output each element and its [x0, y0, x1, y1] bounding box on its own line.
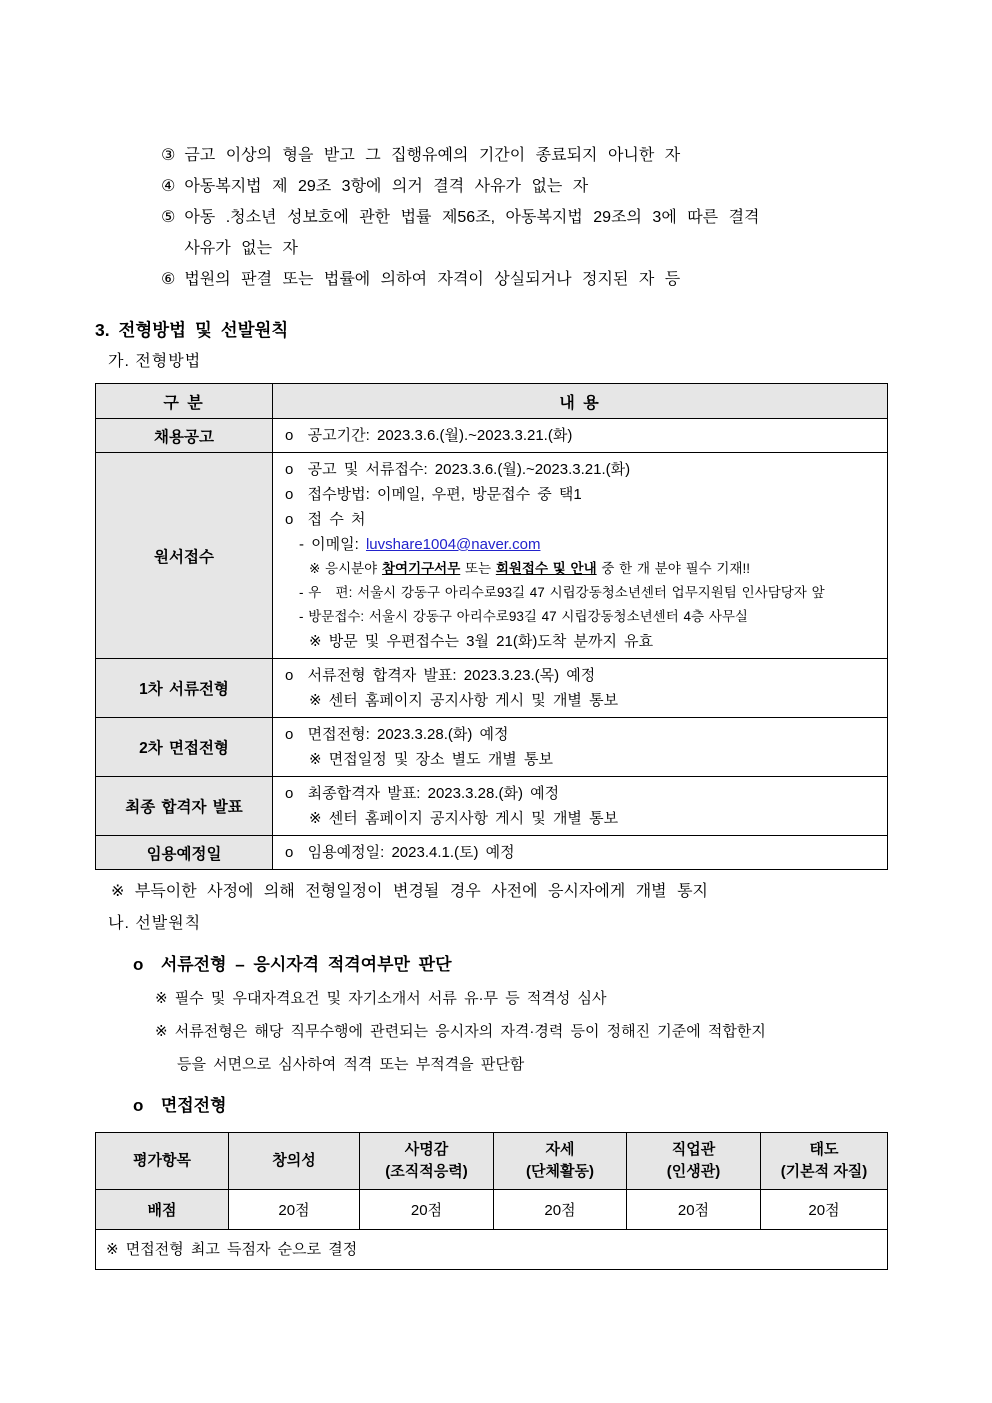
content-line: o 접 수 처	[285, 511, 366, 528]
row-label-interview-screening: 2차 면접전형	[96, 718, 273, 777]
header-sub: (인생관)	[666, 1163, 721, 1180]
row-label-application: 원서접수	[96, 453, 273, 659]
list-item-number: ⑤	[161, 209, 176, 226]
table-row-application	[96, 453, 888, 659]
content-line: o 면접전형: 2023.3.28.(화) 예정	[285, 726, 509, 743]
list-item-5	[161, 202, 897, 264]
content-line-note: ※ 면접일정 및 장소 별도 개별 통보	[309, 751, 553, 768]
content-line: o 임용예정일: 2023.4.1.(토) 예정	[285, 844, 515, 861]
row-content-application	[273, 453, 888, 659]
list-item-3	[161, 140, 897, 171]
t2-header-basic-quality	[761, 1133, 888, 1190]
list-item-number: ③	[161, 147, 176, 164]
list-item-text: 금고 이상의 형을 받고 그 집행유예의 기간이 종료되지 아니한 자	[184, 147, 681, 164]
table1-header-category: 구 분	[96, 384, 273, 419]
selection-method-table	[95, 383, 888, 870]
header-sub: (기본적 자질)	[780, 1163, 868, 1180]
header-main: 사명감	[404, 1141, 449, 1158]
list-item-number: ④	[161, 178, 176, 195]
t2-header-mission	[360, 1133, 494, 1190]
email-label: - 이메일:	[299, 536, 366, 553]
table-row-interview-screening	[96, 718, 888, 777]
row-label-appointment: 임용예정일	[96, 836, 273, 870]
criteria-score-row	[96, 1190, 888, 1230]
content-line: o 서류전형 합격자 발표: 2023.3.23.(목) 예정	[285, 667, 596, 684]
doc-screening-note-1: ※ 필수 및 우대자격요건 및 자기소개서 서류 유·무 등 적격성 심사	[155, 990, 607, 1007]
t2-header-item	[96, 1133, 229, 1190]
row-content-recruit-notice	[273, 419, 888, 453]
field-note-post: 중 한 개 분야 필수 기재!!	[596, 561, 750, 576]
field-note-mid: 또는	[460, 561, 496, 576]
t2-header-career-view	[627, 1133, 761, 1190]
list-item-line2: 사유가 없는 자	[184, 240, 298, 257]
list-item-text: 법원의 판결 또는 법률에 의하여 자격이 상실되거나 정지된 자 등	[184, 271, 681, 288]
content-line-email	[299, 532, 879, 557]
table-header-row	[96, 384, 888, 419]
field-note-pre: ※ 응시분야	[309, 561, 382, 576]
content-line: o 최종합격자 발표: 2023.3.28.(화) 예정	[285, 785, 560, 802]
content-line-deadline-note: ※ 방문 및 우편접수는 3월 21(화)도착 분까지 유효	[309, 633, 654, 650]
header-main: 창의성	[272, 1152, 316, 1169]
table-row-final-announcement	[96, 777, 888, 836]
content-line: o 공고 및 서류접수: 2023.3.6.(월).~2023.3.21.(화)	[285, 461, 631, 478]
row-content-interview-screening	[273, 718, 888, 777]
content-line: o 접수방법: 이메일, 우편, 방문접수 중 택1	[285, 486, 582, 503]
interview-heading: o 면접전형	[133, 1096, 227, 1115]
field-name-2: 회원접수 및 안내	[495, 561, 597, 576]
row-label-doc-screening: 1차 서류전형	[96, 659, 273, 718]
disqualification-list	[161, 140, 897, 295]
list-item-6	[161, 264, 897, 295]
t2-header-attitude-group	[494, 1133, 627, 1190]
section-3-heading: 3. 전형방법 및 선발원칙	[95, 320, 289, 340]
list-item-text	[184, 202, 897, 264]
table1-header-content: 내 용	[273, 384, 888, 419]
header-main: 직업관	[671, 1141, 716, 1158]
header-sub: (단체활동)	[526, 1163, 594, 1180]
score-cell-attitude-group: 20점	[494, 1190, 627, 1230]
interview-criteria-table	[95, 1132, 888, 1270]
row-label-final-announcement: 최종 합격자 발표	[96, 777, 273, 836]
doc-screening-heading: o 서류전형 – 응시자격 적격여부만 판단	[133, 955, 452, 974]
content-line: o 공고기간: 2023.3.6.(월).~2023.3.21.(화)	[285, 427, 573, 444]
doc-screening-note-2: ※ 서류전형은 해당 직무수행에 관련되는 응시자의 자격·경력 등이 정해진 기준에 적합한지	[155, 1023, 766, 1040]
schedule-change-note: ※ 부득이한 사정에 의해 전형일정이 변경될 경우 사전에 응시자에게 개별 통지	[111, 883, 708, 900]
row-label-recruit-notice: 채용공고	[96, 419, 273, 453]
row-content-appointment	[273, 836, 888, 870]
criteria-header-row	[96, 1133, 888, 1190]
doc-screening-note-2-continued: 등을 서면으로 심사하여 적격 또는 부적격을 판단함	[177, 1056, 525, 1073]
content-line-visit: - 방문접수: 서울시 강동구 아리수로93길 47 시립강동청소년센터 4층 사무실	[299, 609, 748, 624]
content-line-field-note	[309, 557, 879, 581]
content-line-note: ※ 센터 홈페이지 공지사항 게시 및 개별 통보	[309, 810, 619, 827]
subsection-ga-heading: 가. 전형방법	[108, 353, 202, 370]
t2-header-creativity	[229, 1133, 360, 1190]
header-sub: (조직적응력)	[385, 1163, 468, 1180]
score-row-label: 배점	[96, 1190, 229, 1230]
list-item-number: ⑥	[161, 271, 176, 288]
score-cell-creativity: 20점	[229, 1190, 360, 1230]
list-item-line1: 아동 .청소년 성보호에 관한 법률 제56조, 아동복지법 29조의 3에 따른 결격	[184, 209, 760, 226]
content-line-post: - 우 편: 서울시 강동구 아리수로93길 47 시립강동청소년센터 업무지원팀 인사담당자 앞	[299, 585, 825, 600]
table-row-appointment	[96, 836, 888, 870]
content-line-note: ※ 센터 홈페이지 공지사항 게시 및 개별 통보	[309, 692, 619, 709]
criteria-footnote-row	[96, 1230, 888, 1270]
header-main: 평가항목	[133, 1152, 191, 1169]
list-item-4	[161, 171, 897, 202]
score-cell-mission: 20점	[360, 1190, 494, 1230]
score-cell-basic-quality: 20점	[761, 1190, 888, 1230]
header-main: 자세	[545, 1141, 575, 1158]
subsection-na-heading: 나. 선발원칙	[108, 915, 202, 932]
email-link[interactable]: luvshare1004@naver.com	[365, 536, 541, 553]
interview-footnote: ※ 면접전형 최고 득점자 순으로 결정	[96, 1230, 888, 1270]
field-name-1: 참여기구서무	[381, 561, 461, 576]
row-content-final-announcement	[273, 777, 888, 836]
list-item-text: 아동복지법 제 29조 3항에 의거 결격 사유가 없는 자	[184, 178, 589, 195]
header-main: 태도	[809, 1141, 839, 1158]
table-row-doc-screening	[96, 659, 888, 718]
table-row-recruit-notice	[96, 419, 888, 453]
score-cell-career-view: 20점	[627, 1190, 761, 1230]
row-content-doc-screening	[273, 659, 888, 718]
